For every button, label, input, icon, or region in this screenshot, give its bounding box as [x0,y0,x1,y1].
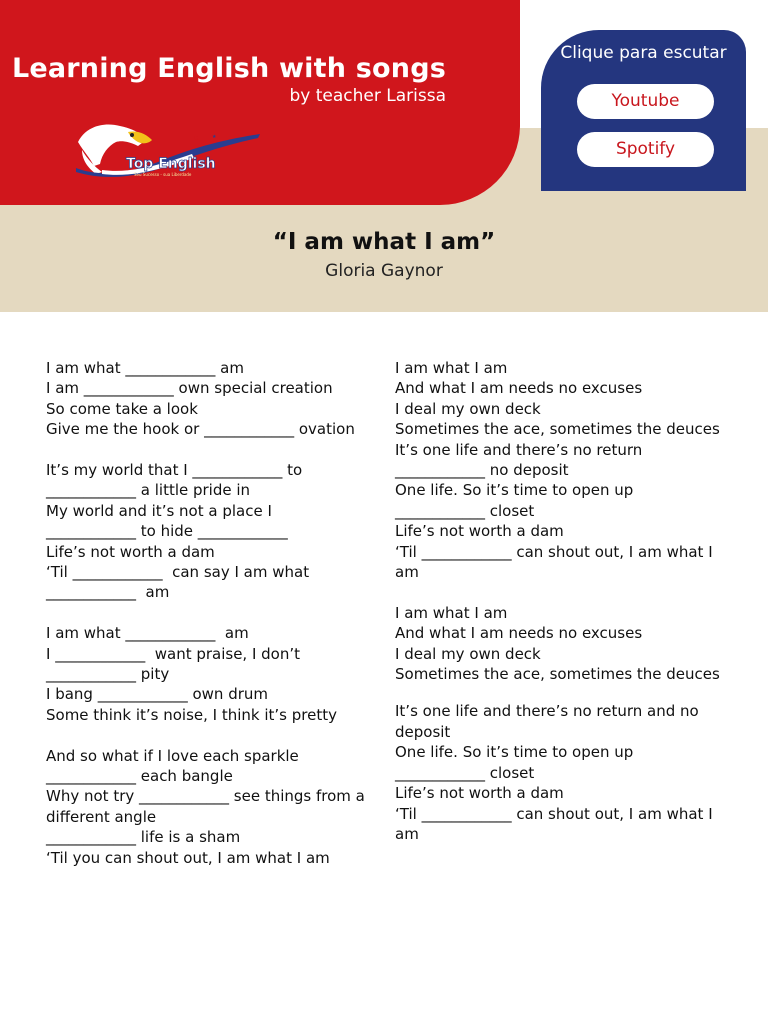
lyric-line: ____________ a little pride in [46,481,251,500]
lyric-line: ‘Til ____________ can shout out, I am what I am [395,804,718,843]
lyric-line: It’s my world that I ____________ to [46,461,303,480]
lyric-line: ‘Til ____________ can say I am what [46,563,310,582]
lyric-line: I am what I am [395,359,508,377]
lyric-line: And so what if I love each sparkle [46,746,299,765]
lyric-line: I deal my own deck [395,644,541,663]
lyrics-left-column [46,358,376,889]
lyric-line: Some think it’s noise, I think it’s pretty [46,705,337,724]
lyric-line: And what I am needs no excuses [395,379,643,398]
lyric-line: Sometimes the ace, sometimes the deuces [395,420,720,439]
lyric-line: ____________ to hide ____________ [46,522,288,541]
lyric-line: ____________ life is a sham [46,828,241,847]
lyric-line: I am what I am [395,603,508,622]
listen-label: Clique para escutar [560,43,727,63]
lyric-line: I ____________ want praise, I don’t [46,644,301,663]
header-subtitle: by teacher Larissa [289,86,446,106]
lyric-line: One life. So it’s time to open up [395,481,634,500]
lyric-line: My world and it’s not a place I [46,501,272,520]
lyric-line: ____________ each bangle [46,767,233,786]
lyric-line: ____________ pity [46,665,170,684]
lyric-line: Life’s not worth a dam [46,542,215,561]
lyric-line: It’s one life and there’s no return and no deposit [395,702,704,741]
lyric-line: ____________ closet [395,763,535,782]
lyric-line: One life. So it’s time to open up [395,743,634,762]
lyric-line: ‘Til ____________ can shout out, I am what I am [395,542,718,582]
lyrics-stanza [46,746,376,868]
svg-text:TOP: TOP [190,135,204,142]
lyrics-stanza [46,623,376,725]
lyric-line: ____________ am [46,583,170,602]
youtube-button[interactable]: Youtube [577,84,714,119]
lyric-line: ____________ closet [395,501,535,520]
lyric-line: Life’s not worth a dam [395,784,564,803]
lyric-line: Life’s not worth a dam [395,522,564,541]
top-english-logo [72,120,262,182]
lyric-line: ‘Til you can shout out, I am what I am [46,848,330,867]
lyrics-stanza [46,460,376,603]
song-title: “I am what I am” [272,229,496,255]
svg-text:★: ★ [212,134,217,140]
lyric-line: I bang ____________ own drum [46,685,268,704]
lyric-line: I deal my own deck [395,399,541,418]
svg-text:Top English: Top English [126,156,216,172]
lyrics-stanza [395,358,730,582]
lyric-line: I am ____________ own special creation [46,379,333,398]
lyric-line: Give me the hook or ____________ ovation [46,420,355,439]
spotify-button[interactable]: Spotify [577,132,714,167]
lyric-line: So come take a look [46,399,198,418]
header-banner [0,0,520,205]
svg-text:Seu Sucesso - sua Liberdade: Seu Sucesso - sua Liberdade [134,172,192,177]
lyrics-right-column [395,358,730,865]
lyric-line: ____________ no deposit [395,461,569,480]
lyric-line: And what I am needs no excuses [395,624,643,643]
song-artist: Gloria Gaynor [325,261,443,281]
lyric-line: Sometimes the ace, sometimes the deuces [395,665,720,684]
lyrics-stanza [46,358,376,440]
lyric-line: I am what ____________ am [46,359,244,377]
listen-panel [541,30,746,191]
lyrics-stanza [395,603,730,685]
lyric-line: Why not try ____________ see things from a different angle [46,787,370,826]
lyric-line: I am what ____________ am [46,624,249,643]
lyrics-stanza [395,701,730,844]
lyric-line: It’s one life and there’s no return [395,440,643,459]
header-title: Learning English with songs [11,53,446,84]
